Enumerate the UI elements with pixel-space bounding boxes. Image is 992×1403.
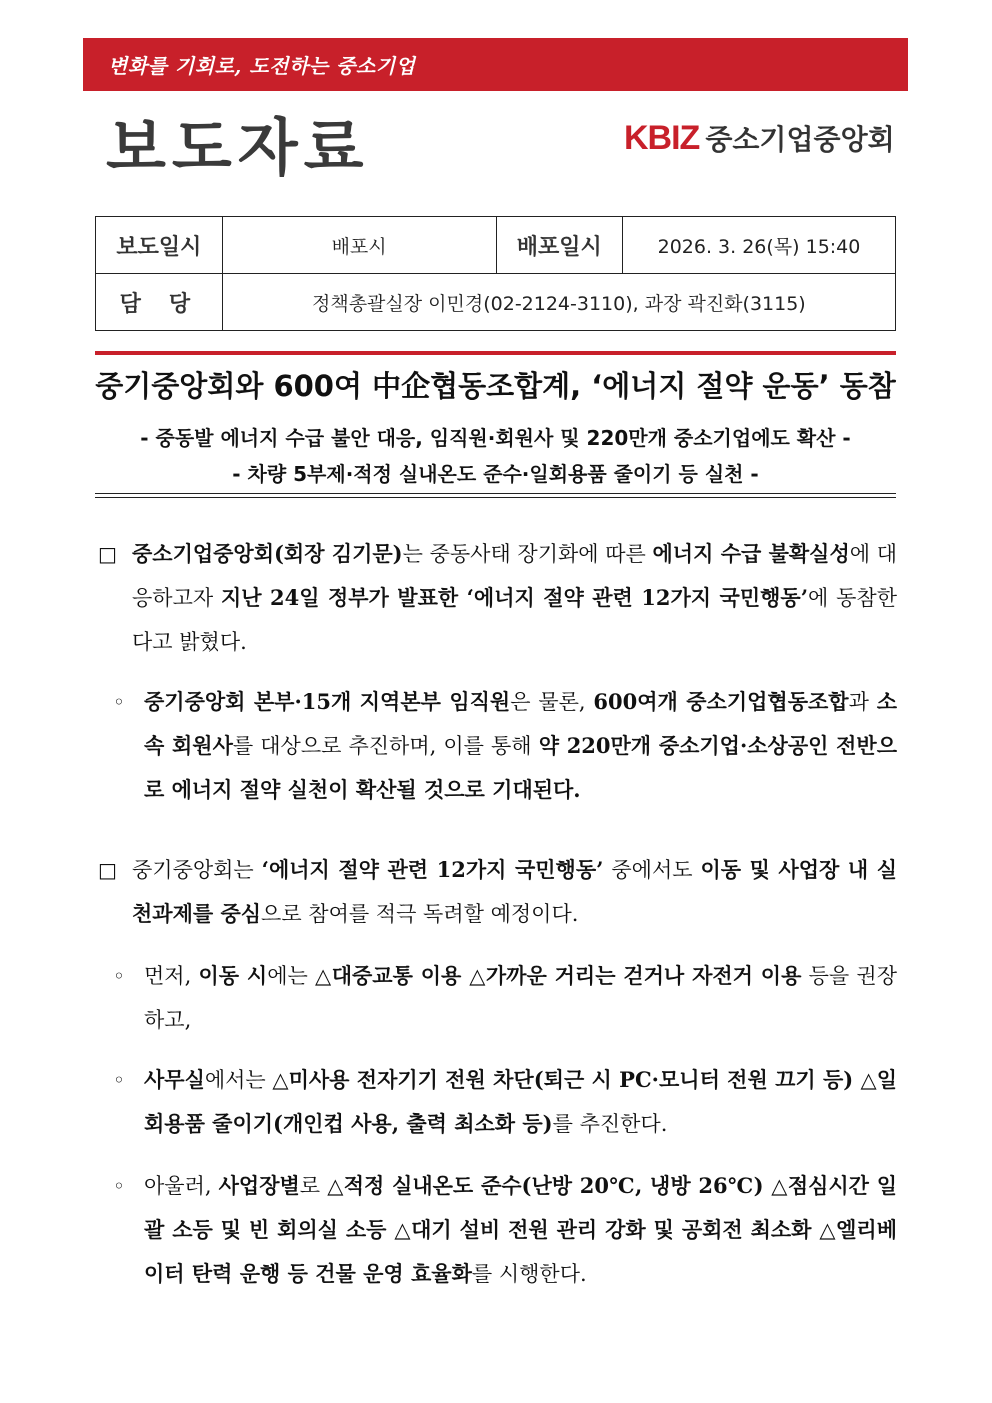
- release-info-table: [95, 216, 896, 331]
- text-run: 를 추진한다.: [552, 1112, 668, 1136]
- slogan: 변화를 기회로, 도전하는 중소기업: [108, 54, 416, 78]
- bold-text-run: △대중교통 이용 △가까운 거리는 걷거나 자전거 이용: [315, 963, 802, 988]
- bold-text-run: 지난 24일 정부가 발표한 ‘에너지 절약 관련 12가지 국민행동’: [220, 585, 809, 610]
- paragraph-6: [113, 1164, 897, 1296]
- bold-text-run: 이동 시: [198, 963, 268, 988]
- text-run: 에 대응하고자: [132, 542, 897, 610]
- report-date-label: 보도일시: [96, 217, 223, 274]
- report-date-value: 배포시: [222, 217, 496, 274]
- bold-text-run: 이동 및 사업장 내 실천과제를 중심: [132, 857, 897, 926]
- bold-text-run: 에너지 수급 불확실성: [652, 541, 850, 566]
- bold-text-run: 중기중앙회 본부·15개 지역본부 임직원: [144, 689, 511, 714]
- square-bullet-icon: □: [98, 858, 117, 882]
- text-run: 를 시행한다.: [471, 1262, 587, 1286]
- headline-bottom-rule: [95, 493, 896, 498]
- paragraph-1: [98, 532, 897, 664]
- text-run: 과: [848, 690, 877, 714]
- bold-text-run: 소속 회원사: [144, 689, 897, 758]
- paragraph-3: [98, 848, 897, 936]
- text-run: 를 대상으로 추진하며, 이를 통해: [232, 734, 539, 758]
- bold-text-run: △미사용 전자기기 전원 차단(퇴근 시 PC·모니터 전원 끄기 등) △일회용품 줄이기(개인컵 사용, 출력 최소화 등): [144, 1067, 897, 1136]
- text-run: 등을 권장하고,: [144, 964, 898, 1032]
- logo-mark: KBIZ: [624, 119, 700, 157]
- bold-text-run: △적정 실내온도 준수(난방 20℃, 냉방 26℃) △점심시간 일괄 소등 및 빈 회의실 소등 △대기 설비 전원 관리 강화 및 공회전 최소화 △엘리베이터 탄력 운행 등 건물 운영 효율화: [144, 1173, 897, 1286]
- circle-bullet-icon: ◦: [113, 964, 125, 988]
- text-run: 으로 참여를 적극 독려할 예정이다.: [261, 902, 579, 926]
- headline-title: 중기중앙회와 600여 中企협동조합계, ‘에너지 절약 운동’ 동참: [95, 369, 896, 403]
- release-date-value: 2026. 3. 26(목) 15:40: [623, 217, 896, 274]
- kbiz-logo: [624, 118, 895, 158]
- contact-label: 담당: [96, 274, 223, 331]
- paragraph-5: [113, 1058, 897, 1146]
- bold-text-run: 600여개 중소기업협동조합: [593, 689, 849, 714]
- text-run: 은 물론,: [510, 690, 594, 714]
- text-run: 에서는: [204, 1068, 273, 1092]
- headline-subtitle-2: - 차량 5부제·적정 실내온도 준수·일회용품 줄이기 등 실천 -: [232, 462, 759, 486]
- logo-name: 중소기업중앙회: [705, 123, 895, 156]
- header-banner: [83, 38, 908, 91]
- document-type-title: 보도자료: [106, 111, 370, 184]
- paragraph-4: [113, 954, 898, 1042]
- bold-text-run: 사무실: [144, 1067, 205, 1092]
- bold-text-run: ‘에너지 절약 관련 12가지 국민행동’: [261, 857, 604, 882]
- text-run: 먼저,: [144, 964, 199, 988]
- text-run: 에는: [267, 964, 316, 988]
- square-bullet-icon: □: [98, 542, 117, 566]
- text-run: 중에서도: [603, 858, 701, 882]
- release-info-row: [96, 217, 896, 274]
- text-run: 아울러,: [144, 1174, 219, 1198]
- text-run: 에 동참한다고 밝혔다.: [132, 586, 897, 654]
- bold-text-run: 약 220만개 중소기업·소상공인 전반으로 에너지 절약 실천이 확산될 것으로 기대된다.: [144, 733, 897, 802]
- circle-bullet-icon: ◦: [113, 1068, 125, 1092]
- circle-bullet-icon: ◦: [113, 690, 125, 714]
- release-date-label: 배포일시: [496, 217, 623, 274]
- contact-row: [96, 274, 896, 331]
- text-run: 는 중동사태 장기화에 따른: [402, 542, 653, 566]
- headline-top-rule: [95, 351, 896, 355]
- bold-text-run: 중소기업중앙회(회장 김기문): [132, 541, 403, 566]
- paragraph-2: [113, 680, 897, 812]
- text-run: 로: [299, 1174, 328, 1198]
- contact-value: 정책총괄실장 이민경(02-2124-3110), 과장 곽진화(3115): [222, 274, 895, 331]
- headline-subtitle-1: - 중동발 에너지 수급 불안 대응, 임직원·회원사 및 220만개 중소기업에도 확산 -: [140, 426, 851, 450]
- circle-bullet-icon: ◦: [113, 1174, 125, 1198]
- text-run: 중기중앙회는: [132, 858, 262, 882]
- bold-text-run: 사업장별: [218, 1173, 300, 1198]
